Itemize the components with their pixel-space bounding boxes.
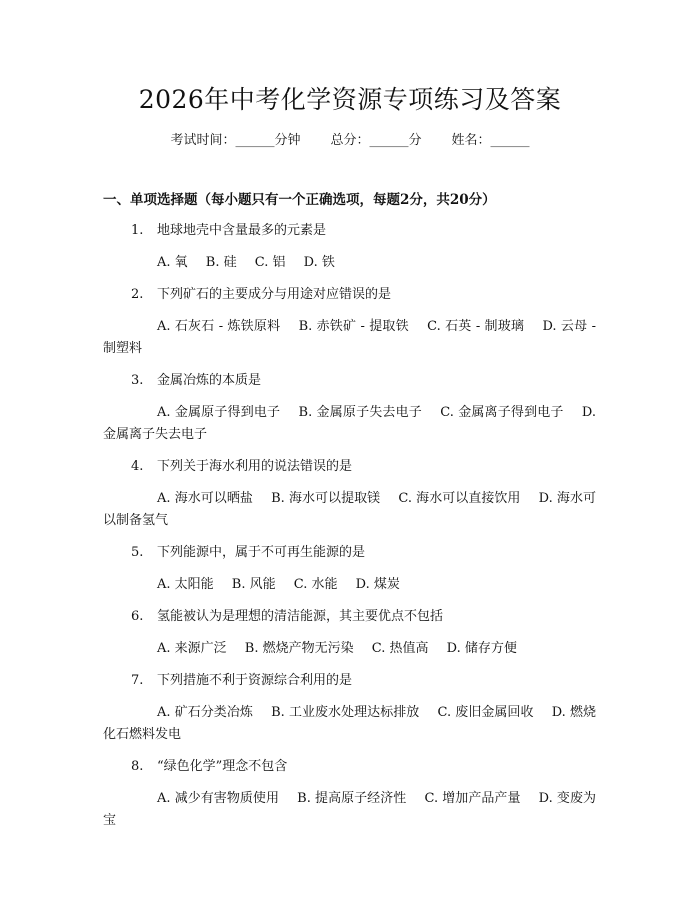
question-number: 3. [131, 373, 144, 388]
option-a: A. 来源广泛 [157, 641, 227, 656]
option-d: D. 海水可以制备氢气 [103, 491, 596, 528]
question-text: 氢能被认为是理想的清洁能源，其主要优点不包括 [157, 609, 444, 624]
question-stem [103, 756, 596, 778]
question-number: 5. [131, 545, 144, 560]
question-options [103, 488, 596, 532]
option-b: B. 工业废水处理达标排放 [271, 705, 420, 720]
question-stem [103, 542, 596, 564]
page-title: 2026年中考化学资源专项练习及答案 [138, 85, 562, 114]
score-unit: 分 [408, 133, 422, 148]
option-b: B. 金属原子失去电子 [298, 405, 422, 420]
question-options [103, 574, 596, 596]
question-options [103, 316, 596, 360]
question-item [103, 756, 596, 832]
question-stem [103, 220, 596, 242]
question-options [103, 402, 596, 446]
section-title: 一、单项选择题（每小题只有一个正确选项，每题2分，共20分） [103, 192, 496, 208]
question-text: 地球地壳中含量最多的元素是 [157, 223, 327, 238]
question-item [103, 606, 596, 660]
option-c: C. 金属离子得到电子 [440, 405, 564, 420]
option-a: A. 减少有害物质使用 [157, 791, 279, 806]
question-item [103, 370, 596, 446]
option-d: D. 燃烧化石燃料发电 [103, 705, 596, 742]
option-d: D. 煤炭 [355, 577, 400, 592]
option-b: B. 风能 [231, 577, 276, 592]
option-b: B. 提高原子经济性 [297, 791, 407, 806]
option-a: A. 太阳能 [157, 577, 214, 592]
question-stem [103, 606, 596, 628]
name-label: 姓名： [451, 133, 491, 148]
option-c: C. 海水可以直接饮用 [398, 491, 521, 506]
question-number: 7. [131, 673, 144, 688]
question-item [103, 284, 596, 360]
question-stem [103, 670, 596, 692]
question-text: 下列矿石的主要成分与用途对应错误的是 [157, 287, 392, 302]
question-item [103, 670, 596, 746]
option-b: B. 赤铁矿 - 提取铁 [298, 319, 409, 334]
option-c: C. 水能 [293, 577, 338, 592]
option-a: A. 氧 [157, 255, 188, 270]
option-a: A. 矿石分类冶炼 [157, 705, 253, 720]
question-stem [103, 284, 596, 306]
question-number: 1. [131, 223, 144, 238]
option-d: D. 铁 [303, 255, 335, 270]
option-a: A. 石灰石 - 炼铁原料 [157, 319, 281, 334]
question-text: 下列关于海水利用的说法错误的是 [157, 459, 353, 474]
question-list [103, 220, 596, 842]
question-item [103, 220, 596, 274]
time-unit: 分钟 [274, 133, 301, 148]
option-d: D. 金属离子失去电子 [103, 405, 596, 442]
option-c: C. 热值高 [371, 641, 429, 656]
question-options [103, 638, 596, 660]
option-b: B. 海水可以提取镁 [271, 491, 381, 506]
time-label: 考试时间： [170, 133, 236, 148]
question-text: 下列措施不利于资源综合利用的是 [157, 673, 353, 688]
question-item [103, 456, 596, 532]
question-number: 2. [131, 287, 144, 302]
option-c: C. 铝 [254, 255, 286, 270]
question-options [103, 252, 596, 274]
option-b: B. 硅 [205, 255, 237, 270]
time-blank: ______ [235, 133, 275, 148]
question-number: 6. [131, 609, 144, 624]
question-number: 4. [131, 459, 144, 474]
exam-meta-line [0, 131, 700, 151]
option-a: A. 海水可以晒盐 [157, 491, 253, 506]
score-blank: ______ [369, 133, 409, 148]
option-c: C. 增加产品产量 [424, 791, 521, 806]
question-text: 下列能源中，属于不可再生能源的是 [157, 545, 366, 560]
question-options [103, 788, 596, 832]
option-d: D. 储存方便 [446, 641, 517, 656]
question-stem [103, 456, 596, 478]
option-d: D. 云母 - 制塑料 [103, 319, 596, 356]
question-text: 金属冶炼的本质是 [157, 373, 262, 388]
option-c: C. 废旧金属回收 [437, 705, 534, 720]
question-item [103, 542, 596, 596]
option-d: D. 变废为宝 [103, 791, 596, 828]
option-c: C. 石英 - 制玻璃 [427, 319, 525, 334]
question-number: 8. [131, 759, 144, 774]
option-a: A. 金属原子得到电子 [157, 405, 281, 420]
question-stem [103, 370, 596, 392]
question-options [103, 702, 596, 746]
score-label: 总分： [330, 133, 370, 148]
name-blank: ______ [490, 133, 530, 148]
option-b: B. 燃烧产物无污染 [244, 641, 354, 656]
question-text: “绿色化学”理念不包含 [157, 759, 288, 774]
